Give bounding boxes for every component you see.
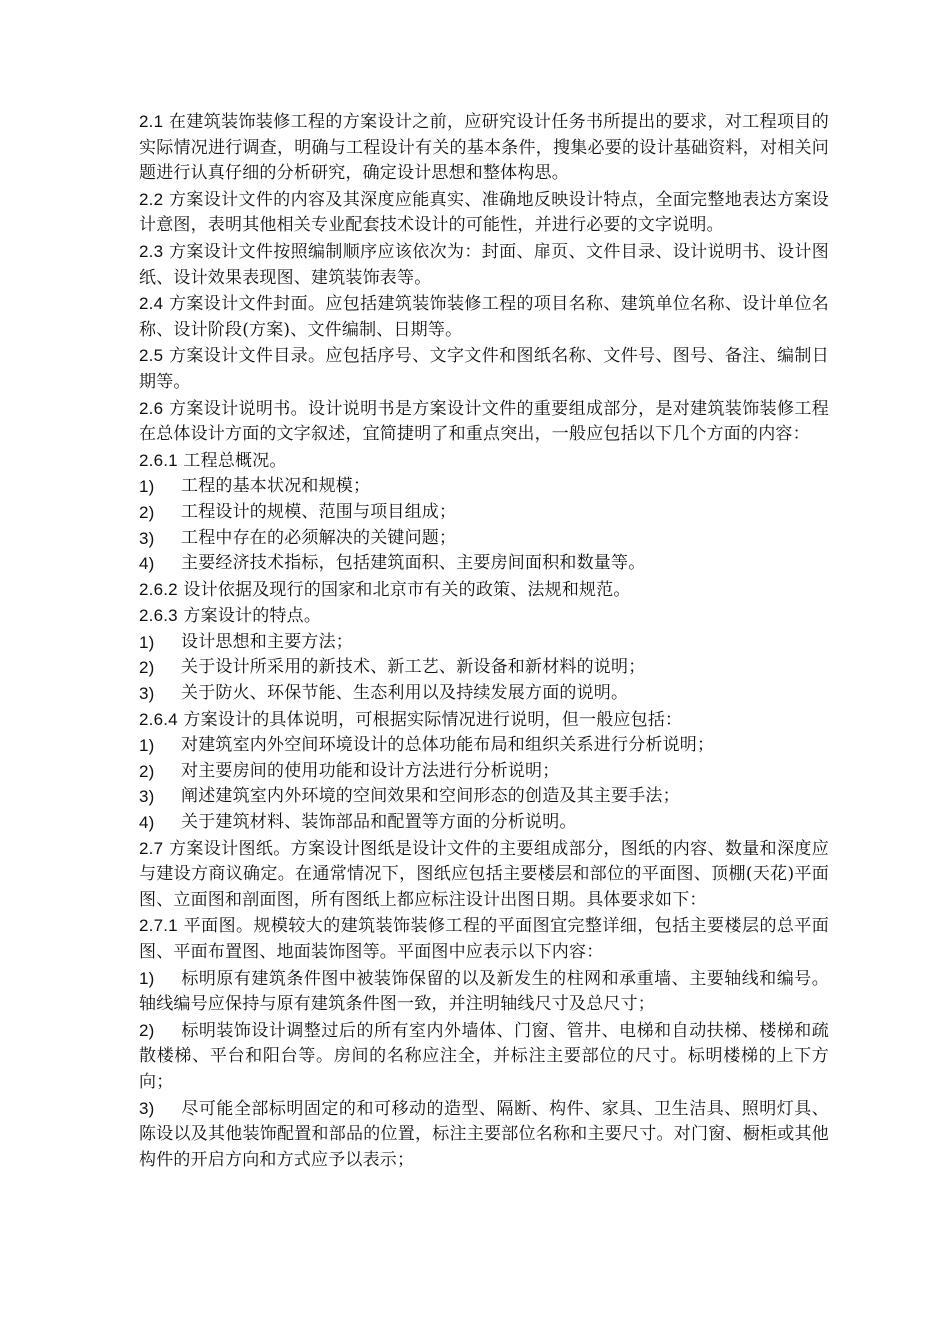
document-body (139, 109, 829, 1173)
section-number: 2.6.3 (139, 606, 178, 626)
list-item-text: 对主要房间的使用功能和设计方法进行分析说明； (181, 760, 560, 781)
list-item (139, 810, 829, 836)
list-item-number: 2) (139, 1020, 155, 1040)
paragraph (139, 109, 829, 187)
list-item-number: 3) (139, 528, 155, 548)
list-item (139, 655, 829, 681)
paragraph (139, 187, 829, 239)
section-number: 2.6.2 (139, 579, 178, 599)
paragraph-text: 设计依据及现行的国家和北京市有关的政策、法规和规范。 (183, 579, 631, 600)
section-number: 2.6 (139, 398, 164, 418)
list-item-text: 标明原有建筑条件图中被装饰保留的以及新发生的柱网和承重墙、主要轴线和编号。轴线编号应保持与原有建筑条件图一致，并注明轴线尺寸及总尺寸； (139, 968, 829, 1015)
paragraph (139, 603, 829, 630)
list-item-number: 3) (139, 1098, 155, 1118)
list-item-number: 2) (139, 761, 155, 781)
section-number: 2.2 (139, 189, 164, 209)
paragraph-text: 平面图。规模较大的建筑装饰装修工程的平面图宜完整详细，包括主要楼层的总平面图、平面布置图、地面装饰图等。平面图中应表示以下内容： (139, 916, 829, 962)
list-item (139, 733, 829, 759)
list-item (139, 1018, 829, 1096)
list-item-text: 关于防火、环保节能、生态利用以及持续发展方面的说明。 (181, 683, 629, 704)
paragraph (139, 913, 829, 965)
paragraph (139, 291, 829, 343)
paragraph-text: 方案设计图纸。方案设计图纸是设计文件的主要组成部分，图纸的内容、数量和深度应与建设方商议确定。在通常情况下，图纸应包括主要楼层和部位的平面图、顶棚(天花)平面图、立面图和剖面图，所有图纸上都应标注设计出图日期。具体要求如下： (139, 838, 829, 910)
list-item-text: 阐述建筑室内外环境的空间效果和空间形态的创造及其主要手法； (181, 786, 680, 807)
list-item-number: 2) (139, 502, 155, 522)
list-item-text: 关于建筑材料、装饰部品和配置等方面的分析说明。 (181, 812, 577, 833)
list-item-text: 对建筑室内外空间环境设计的总体功能布局和组织关系进行分析说明； (181, 735, 715, 756)
list-item (139, 630, 829, 656)
list-item (139, 784, 829, 810)
paragraph-text: 工程总概况。 (183, 450, 287, 471)
section-number: 2.1 (139, 112, 164, 131)
list-item-number: 1) (139, 736, 155, 756)
list-item (139, 474, 829, 500)
paragraph-text: 方案设计文件的内容及其深度应能真实、准确地反映设计特点，全面完整地表达方案设计意图，表明其他相关专业配套技术设计的可能性，并进行必要的文字说明。 (139, 189, 829, 236)
list-item (139, 1096, 829, 1174)
section-number: 2.6.4 (139, 709, 178, 729)
list-item-number: 1) (139, 968, 155, 988)
list-item-number: 1) (139, 477, 155, 497)
list-item-text: 设计思想和主要方法； (181, 631, 353, 652)
list-item-text: 工程中存在的必须解决的关键问题； (181, 527, 457, 548)
paragraph-text: 方案设计文件按照编制顺序应该依次为：封面、扉页、文件目录、设计说明书、设计图纸、设计效果表现图、建筑装饰表等。 (139, 241, 829, 288)
paragraph-text: 方案设计说明书。设计说明书是方案设计文件的重要组成部分，是对建筑装饰装修工程在总体设计方面的文字叙述，宜简捷明了和重点突出，一般应包括以下几个方面的内容： (139, 398, 829, 445)
list-item-text: 主要经济技术指标，包括建筑面积、主要房间面积和数量等。 (181, 553, 646, 574)
paragraph (139, 239, 829, 291)
list-item (139, 759, 829, 785)
list-item (139, 500, 829, 526)
section-number: 2.6.1 (139, 450, 178, 470)
paragraph (139, 836, 829, 914)
list-item-number: 3) (139, 684, 155, 704)
paragraph (139, 707, 829, 734)
paragraph-text: 方案设计文件目录。应包括序号、文字文件和图纸名称、文件号、图号、备注、编制日期等。 (139, 346, 829, 392)
list-item-text: 标明装饰设计调整过后的所有室内外墙体、门窗、管井、电梯和自动扶梯、楼梯和疏散楼梯、平台和阳台等。房间的名称应注全，并标注主要部位的尺寸。标明楼梯的上下方向； (139, 1020, 829, 1092)
paragraph (139, 343, 829, 395)
paragraph-text: 在建筑装饰装修工程的方案设计之前，应研究设计任务书所提出的要求，对工程项目的实际情况进行调查，明确与工程设计有关的基本条件，搜集必要的设计基础资料，对相关问题进行认真仔细的分析研究，确定设计思想和整体构思。 (139, 112, 829, 184)
section-number: 2.3 (139, 241, 164, 261)
list-item-text: 关于设计所采用的新技术、新工艺、新设备和新材料的说明； (181, 657, 646, 678)
section-number: 2.7.1 (139, 916, 178, 936)
paragraph (139, 396, 829, 448)
list-item-number: 4) (139, 813, 155, 833)
list-item (139, 526, 829, 552)
list-item (139, 551, 829, 577)
paragraph (139, 448, 829, 475)
paragraph (139, 577, 829, 604)
list-item (139, 966, 829, 1018)
list-item-text: 尽可能全部标明固定的和可移动的造型、隔断、构件、家具、卫生洁具、照明灯具、陈设以及其他装饰配置和部品的位置，标注主要部位名称和主要尺寸。对门窗、橱柜或其他构件的开启方向和方式应予以表示； (139, 1098, 829, 1170)
list-item (139, 681, 829, 707)
list-item-number: 4) (139, 554, 155, 574)
list-item-text: 工程的基本状况和规模； (181, 476, 371, 497)
paragraph-text: 方案设计文件封面。应包括建筑装饰装修工程的项目名称、建筑单位名称、设计单位名称、设计阶段(方案)、文件编制、日期等。 (139, 294, 829, 340)
list-item-number: 3) (139, 787, 155, 807)
paragraph-text: 方案设计的具体说明，可根据实际情况进行说明，但一般应包括： (183, 709, 683, 730)
list-item-number: 2) (139, 658, 155, 678)
section-number: 2.4 (139, 294, 164, 314)
section-number: 2.5 (139, 346, 164, 366)
list-item-text: 工程设计的规模、范围与项目组成； (181, 501, 457, 522)
section-number: 2.7 (139, 838, 164, 858)
list-item-number: 1) (139, 632, 155, 652)
paragraph-text: 方案设计的特点。 (183, 606, 322, 627)
